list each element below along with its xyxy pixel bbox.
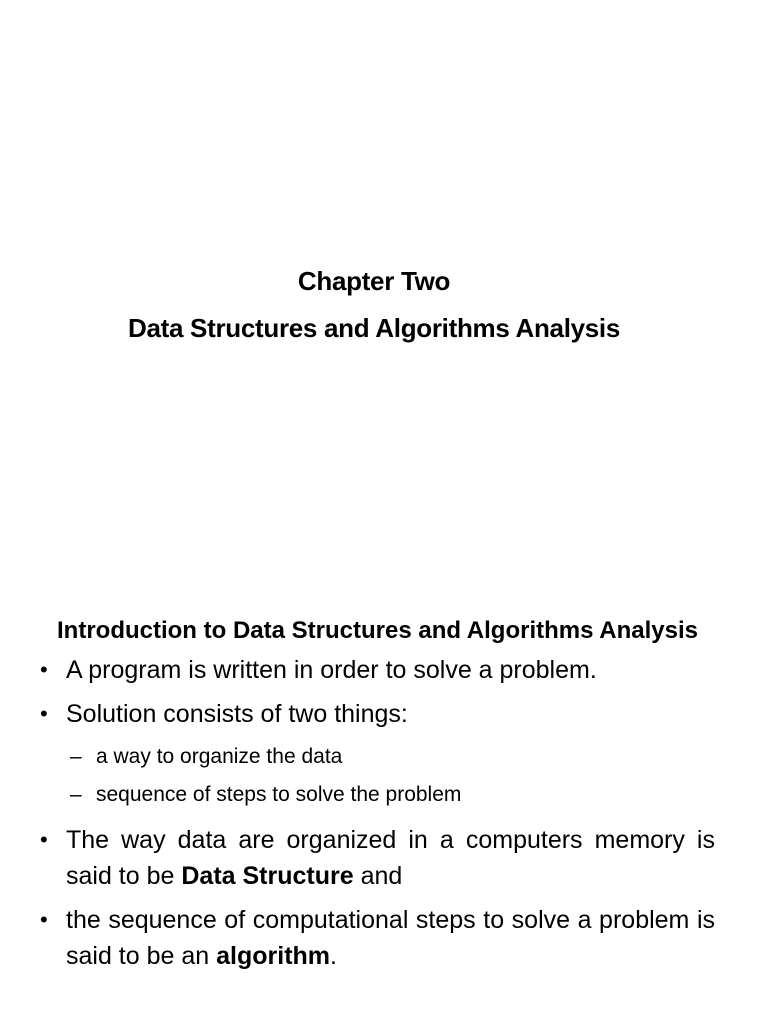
sub-item-text: a way to organize the data: [96, 745, 343, 768]
sub-list-item: [70, 776, 715, 814]
sub-list-item: [70, 738, 715, 776]
chapter-subtitle: Data Structures and Algorithms Analysis: [127, 313, 621, 343]
bullet-text: the sequence of computational steps to solve a problem is said to be an: [66, 906, 715, 970]
dash-icon: –: [70, 783, 82, 806]
slide-content: [40, 612, 715, 982]
bullet-text-tail: .: [330, 942, 337, 970]
bullet-text-tail: and: [353, 862, 403, 890]
bullet-text: A program is written in order to solve a problem.: [66, 656, 597, 684]
algorithm-term: algorithm: [216, 942, 331, 970]
sub-list: [70, 738, 715, 814]
bullet-list: [40, 652, 715, 974]
list-item: [40, 902, 715, 974]
bullet-icon: •: [40, 907, 48, 932]
chapter-title: Chapter Two: [297, 266, 451, 296]
list-item: [40, 696, 715, 814]
bullet-icon: •: [40, 657, 48, 682]
page-title: [0, 258, 748, 352]
list-item: [40, 822, 715, 894]
bullet-text: Solution consists of two things:: [66, 700, 408, 728]
bullet-text: The way data are organized in a computers memory is said to be: [66, 826, 715, 890]
section-heading: Introduction to Data Structures and Algorithms Analysis: [57, 617, 698, 644]
sub-item-text: sequence of steps to solve the problem: [96, 783, 462, 806]
bullet-icon: •: [40, 701, 48, 726]
data-structure-term: Data Structure: [181, 862, 354, 890]
bullet-icon: •: [40, 827, 48, 852]
list-item: [40, 652, 715, 688]
dash-icon: –: [70, 745, 82, 768]
